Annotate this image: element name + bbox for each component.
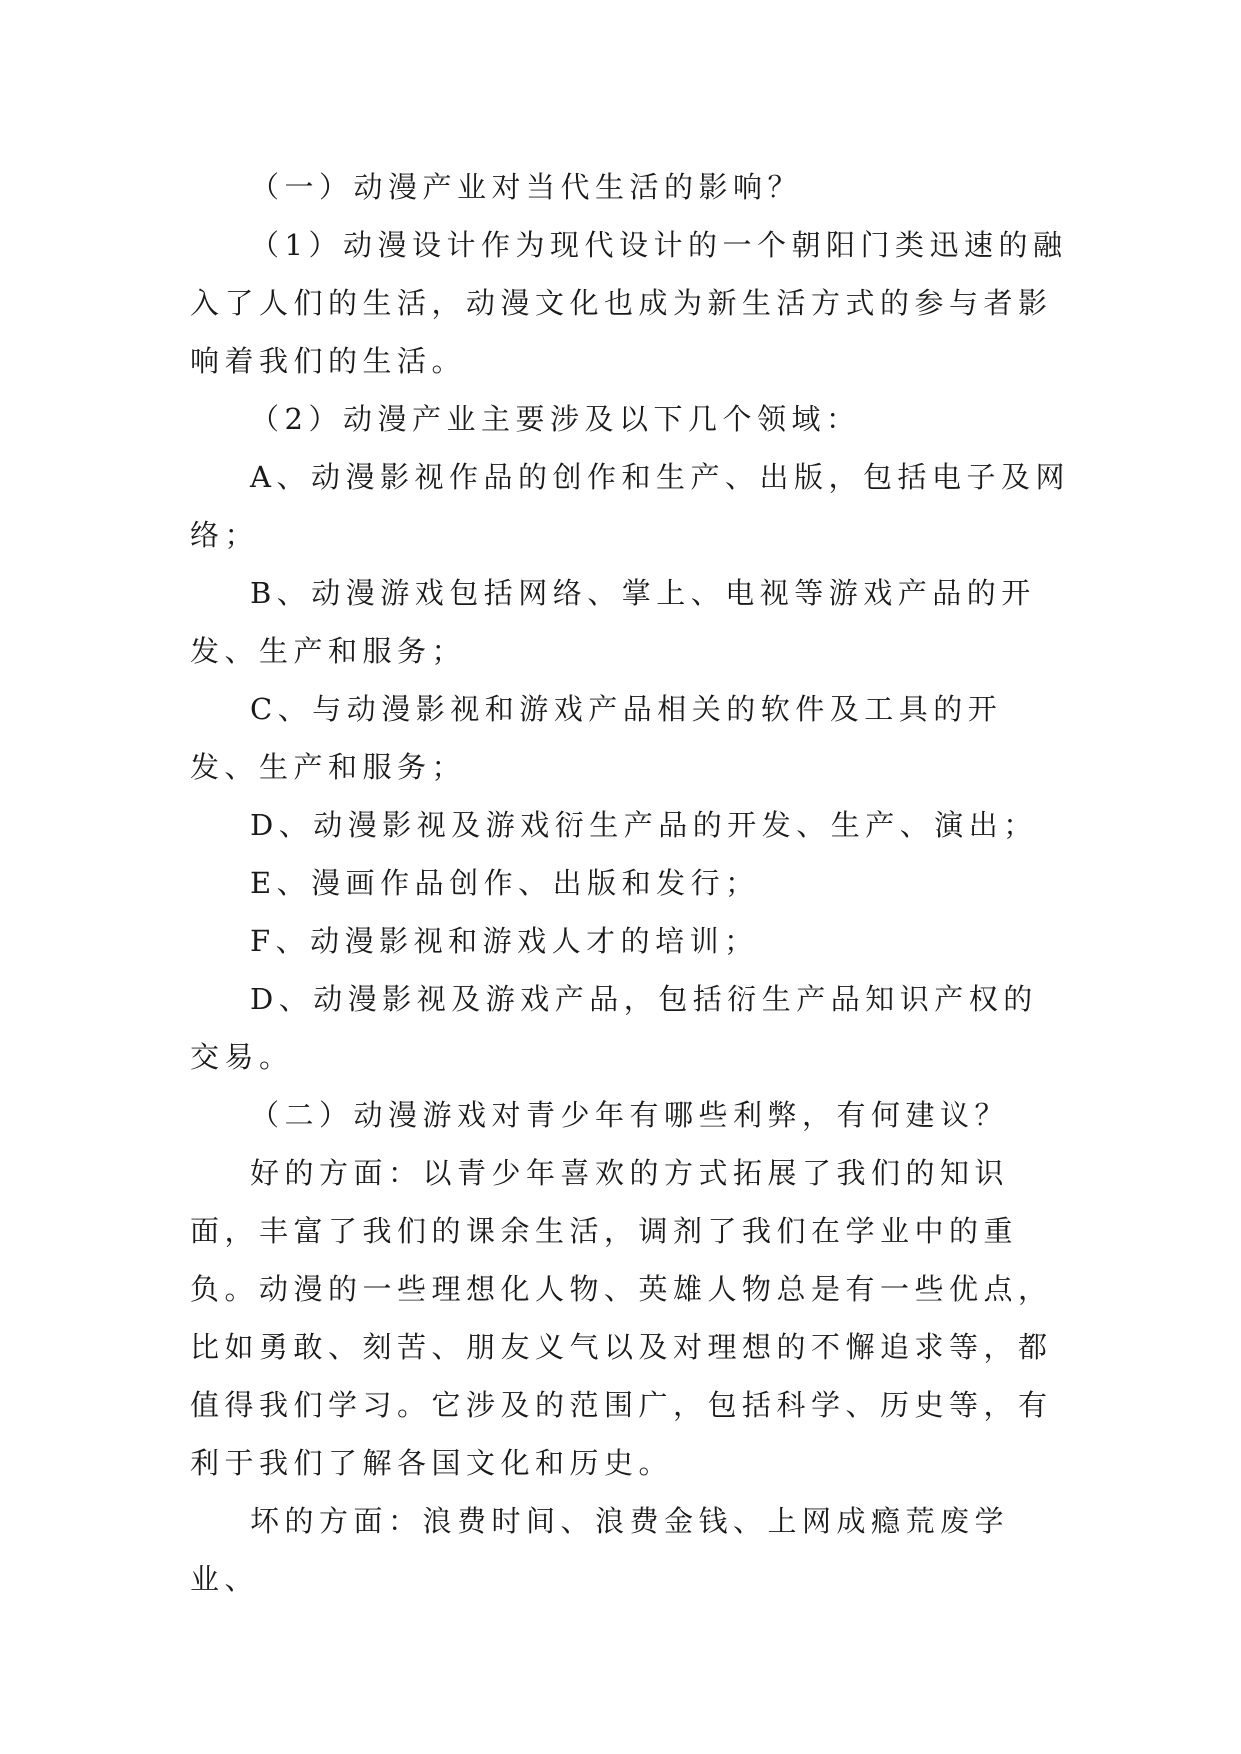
document-body (190, 158, 1070, 1608)
list-item-c: C、与动漫影视和游戏产品相关的软件及工具的开发、生产和服务； (190, 692, 1003, 784)
list-item-d2: D、动漫影视及游戏产品，包括衍生产品知识产权的交易。 (190, 982, 1038, 1074)
list-item-f: F、动漫影视和游戏人才的培训； (250, 924, 759, 958)
paragraph-item-2: （2）动漫产业主要涉及以下几个领域： (250, 402, 861, 436)
list-item-e: E、漫画作品创作、出版和发行； (250, 866, 760, 900)
paragraph-cons: 坏的方面：浪费时间、浪费金钱、上网成瘾荒废学业、 (190, 1504, 1010, 1596)
paragraph-pros: 好的方面：以青少年喜欢的方式拓展了我们的知识面，丰富了我们的课余生活，调剂了我们在学业中的重负。动漫的一些理想化人物、英雄人物总是有一些优点，比如勇敢、刻苦、朋友义气以及对理想的不懈追求等，都值得我们学习。它涉及的范围广，包括科学、历史等，有利于我们了解各国文化和历史。 (190, 1156, 1053, 1480)
list-item-d: D、动漫影视及游戏衍生产品的开发、生产、演出； (250, 808, 1038, 842)
list-item-a: A、动漫影视作品的创作和生产、出版，包括电子及网络； (190, 460, 1070, 552)
section-heading-2: （二）动漫游戏对青少年有哪些利弊，有何建议？ (250, 1098, 1010, 1132)
paragraph-item-1: （1）动漫设计作为现代设计的一个朝阳门类迅速的融入了人们的生活，动漫文化也成为新生活方式的参与者影响着我们的生活。 (190, 228, 1068, 378)
section-heading-1: （一）动漫产业对当代生活的影响？ (250, 170, 803, 204)
list-item-b: B、动漫游戏包括网络、掌上、电视等游戏产品的开发、生产和服务； (190, 576, 1036, 668)
